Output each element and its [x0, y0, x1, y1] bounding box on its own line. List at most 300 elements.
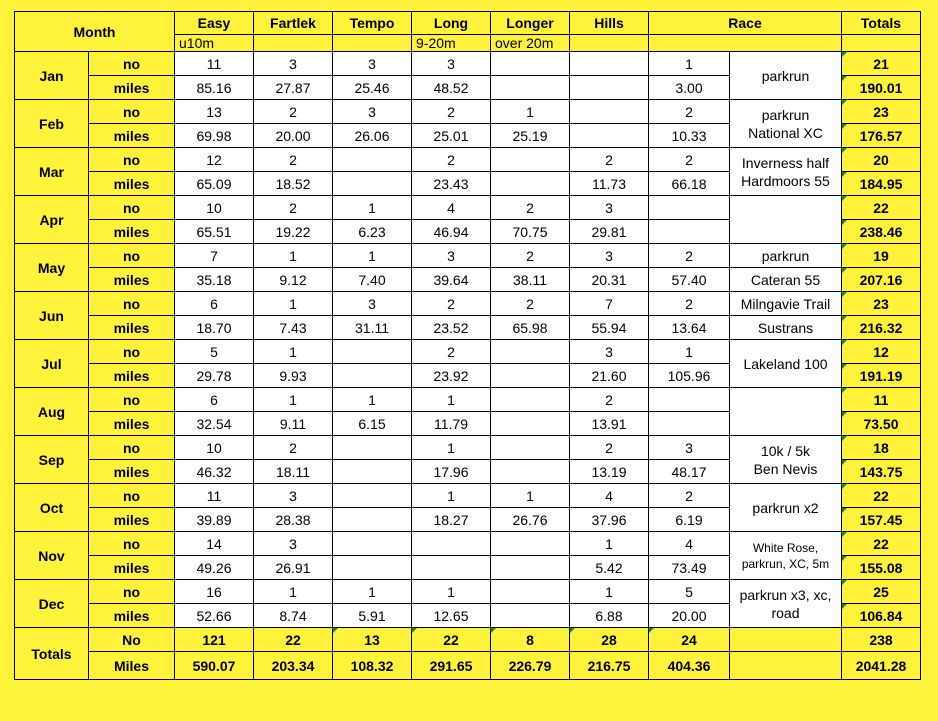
count-cell[interactable]: 11	[175, 52, 254, 76]
miles-cell[interactable]: 9.12	[254, 268, 333, 292]
header-fartlek[interactable]: Fartlek	[254, 12, 333, 35]
row-label-no[interactable]: no	[89, 148, 175, 172]
miles-cell[interactable]	[491, 556, 570, 580]
race-line: National XC	[748, 124, 823, 141]
count-cell[interactable]: 3	[570, 244, 649, 268]
total-count-cell[interactable]: 12	[842, 340, 921, 364]
count-cell[interactable]: 2	[649, 484, 730, 508]
totals-race-empty[interactable]	[730, 652, 842, 680]
header-month[interactable]: Month	[15, 12, 175, 52]
month-label[interactable]: Oct	[15, 484, 89, 532]
row-label-no[interactable]: no	[89, 340, 175, 364]
miles-cell[interactable]: 25.01	[412, 124, 491, 148]
count-cell[interactable]: 4	[412, 196, 491, 220]
miles-cell[interactable]: 26.06	[333, 124, 412, 148]
miles-cell[interactable]: 10.33	[649, 124, 730, 148]
count-cell[interactable]: 3	[649, 436, 730, 460]
miles-cell[interactable]: 6.88	[570, 604, 649, 628]
miles-cell[interactable]: 26.76	[491, 508, 570, 532]
month-no-row	[15, 580, 921, 604]
count-cell[interactable]: 2	[491, 292, 570, 316]
count-cell[interactable]	[333, 436, 412, 460]
miles-cell[interactable]: 70.75	[491, 220, 570, 244]
row-label-no[interactable]: no	[89, 244, 175, 268]
race-cell[interactable]	[730, 532, 842, 580]
miles-cell[interactable]: 6.15	[333, 412, 412, 436]
count-cell[interactable]: 1	[333, 388, 412, 412]
miles-cell[interactable]: 69.98	[175, 124, 254, 148]
total-miles-cell[interactable]: 184.95	[842, 172, 921, 196]
count-cell[interactable]: 2	[412, 148, 491, 172]
race-cell[interactable]: Cateran 55	[730, 268, 842, 292]
count-cell[interactable]: 5	[649, 580, 730, 604]
miles-cell[interactable]: 105.96	[649, 364, 730, 388]
total-count-cell[interactable]: 21	[842, 52, 921, 76]
total-miles-cell[interactable]: 155.08	[842, 556, 921, 580]
miles-cell[interactable]	[570, 76, 649, 100]
race-cell[interactable]	[730, 436, 842, 484]
miles-cell[interactable]: 3.00	[649, 76, 730, 100]
row-label-miles[interactable]: miles	[89, 508, 175, 532]
month-label[interactable]: Sep	[15, 436, 89, 484]
count-cell[interactable]: 14	[175, 532, 254, 556]
race-cell[interactable]	[730, 100, 842, 148]
count-cell[interactable]	[491, 388, 570, 412]
count-cell[interactable]	[491, 340, 570, 364]
count-cell[interactable]: 6	[175, 388, 254, 412]
race-cell[interactable]	[730, 580, 842, 628]
count-cell[interactable]: 2	[570, 436, 649, 460]
count-cell[interactable]: 4	[649, 532, 730, 556]
totals-label[interactable]: Totals	[15, 628, 89, 680]
row-label-miles[interactable]: miles	[89, 460, 175, 484]
count-cell[interactable]	[491, 148, 570, 172]
subheader-cell[interactable]: u10m	[175, 35, 254, 52]
race-cell[interactable]: Milngavie Trail	[730, 292, 842, 316]
totals-count-cell[interactable]: 22	[412, 628, 491, 652]
count-cell[interactable]: 3	[254, 52, 333, 76]
miles-cell[interactable]: 32.54	[175, 412, 254, 436]
row-label-miles[interactable]: miles	[89, 604, 175, 628]
miles-cell[interactable]	[491, 76, 570, 100]
count-cell[interactable]: 1	[570, 580, 649, 604]
total-count-cell[interactable]: 25	[842, 580, 921, 604]
count-cell[interactable]: 2	[491, 196, 570, 220]
total-miles-cell[interactable]: 190.01	[842, 76, 921, 100]
miles-cell[interactable]: 20.00	[254, 124, 333, 148]
race-cell[interactable]	[730, 340, 842, 388]
total-count-cell[interactable]: 22	[842, 196, 921, 220]
miles-cell[interactable]: 25.19	[491, 124, 570, 148]
miles-cell[interactable]: 65.98	[491, 316, 570, 340]
subheader-cell[interactable]: 9-20m	[412, 35, 491, 52]
race-cell[interactable]	[730, 148, 842, 196]
miles-cell[interactable]: 18.70	[175, 316, 254, 340]
race-line: 10k / 5k	[760, 442, 811, 459]
totals-miles-cell[interactable]: 226.79	[491, 652, 570, 680]
row-label-no[interactable]: no	[89, 436, 175, 460]
miles-cell[interactable]	[491, 364, 570, 388]
row-label-miles[interactable]: miles	[89, 220, 175, 244]
row-label-miles[interactable]: miles	[89, 316, 175, 340]
count-cell[interactable]: 2	[412, 100, 491, 124]
count-cell[interactable]: 2	[254, 148, 333, 172]
count-cell[interactable]: 3	[254, 484, 333, 508]
total-miles-cell[interactable]: 207.16	[842, 268, 921, 292]
count-cell[interactable]: 7	[570, 292, 649, 316]
count-cell[interactable]	[491, 52, 570, 76]
count-cell[interactable]	[649, 196, 730, 220]
totals-miles-cell[interactable]: 590.07	[175, 652, 254, 680]
miles-cell[interactable]	[333, 172, 412, 196]
count-cell[interactable]	[333, 484, 412, 508]
count-cell[interactable]: 2	[254, 100, 333, 124]
miles-cell[interactable]: 29.78	[175, 364, 254, 388]
totals-miles-cell[interactable]: 108.32	[333, 652, 412, 680]
count-cell[interactable]: 7	[175, 244, 254, 268]
miles-cell[interactable]: 55.94	[570, 316, 649, 340]
total-miles-cell[interactable]: 73.50	[842, 412, 921, 436]
total-miles-cell[interactable]: 157.45	[842, 508, 921, 532]
count-cell[interactable]: 1	[333, 580, 412, 604]
grand-total-miles[interactable]: 2041.28	[842, 652, 921, 680]
count-cell[interactable]: 1	[649, 340, 730, 364]
miles-cell[interactable]: 6.23	[333, 220, 412, 244]
miles-cell[interactable]: 25.46	[333, 76, 412, 100]
count-cell[interactable]: 3	[333, 52, 412, 76]
race-cell[interactable]: Sustrans	[730, 316, 842, 340]
miles-cell[interactable]: 38.11	[491, 268, 570, 292]
totals-miles-cell[interactable]: 216.75	[570, 652, 649, 680]
count-cell[interactable]: 5	[175, 340, 254, 364]
count-cell[interactable]: 4	[570, 484, 649, 508]
miles-cell[interactable]: 46.94	[412, 220, 491, 244]
count-cell[interactable]: 1	[412, 436, 491, 460]
miles-cell[interactable]: 65.51	[175, 220, 254, 244]
count-cell[interactable]: 2	[254, 436, 333, 460]
count-cell[interactable]: 1	[254, 244, 333, 268]
race-line: Lakeland 100	[743, 355, 828, 372]
count-cell[interactable]: 12	[175, 148, 254, 172]
count-cell[interactable]	[570, 100, 649, 124]
month-label[interactable]: May	[15, 244, 89, 292]
miles-cell[interactable]: 20.00	[649, 604, 730, 628]
row-label-no[interactable]: no	[89, 292, 175, 316]
header-race[interactable]: Race	[649, 12, 842, 35]
month-label[interactable]: Jan	[15, 52, 89, 100]
miles-cell[interactable]: 7.40	[333, 268, 412, 292]
miles-cell[interactable]	[491, 604, 570, 628]
race-line: Hardmoors 55	[741, 172, 830, 189]
count-cell[interactable]: 3	[254, 532, 333, 556]
miles-cell[interactable]: 18.11	[254, 460, 333, 484]
count-cell[interactable]: 1	[254, 340, 333, 364]
total-miles-cell[interactable]: 216.32	[842, 316, 921, 340]
miles-cell[interactable]: 52.66	[175, 604, 254, 628]
totals-miles-cell[interactable]: 291.65	[412, 652, 491, 680]
row-label-miles[interactable]: miles	[89, 124, 175, 148]
subheader-cell[interactable]: over 20m	[491, 35, 570, 52]
miles-cell[interactable]: 7.43	[254, 316, 333, 340]
row-label-no[interactable]: no	[89, 52, 175, 76]
miles-cell[interactable]: 21.60	[570, 364, 649, 388]
count-cell[interactable]: 1	[491, 484, 570, 508]
miles-cell[interactable]: 39.64	[412, 268, 491, 292]
total-count-cell[interactable]: 23	[842, 292, 921, 316]
row-label-miles[interactable]: miles	[89, 364, 175, 388]
row-label-no[interactable]: no	[89, 484, 175, 508]
total-count-cell[interactable]: 19	[842, 244, 921, 268]
count-cell[interactable]: 1	[412, 580, 491, 604]
miles-cell[interactable]: 35.18	[175, 268, 254, 292]
total-count-cell[interactable]: 11	[842, 388, 921, 412]
miles-cell[interactable]: 73.49	[649, 556, 730, 580]
month-label[interactable]: Apr	[15, 196, 89, 244]
miles-cell[interactable]: 26.91	[254, 556, 333, 580]
miles-cell[interactable]: 6.19	[649, 508, 730, 532]
miles-cell[interactable]: 17.96	[412, 460, 491, 484]
count-cell[interactable]: 1	[254, 292, 333, 316]
count-cell[interactable]: 2	[412, 340, 491, 364]
header-hills[interactable]: Hills	[570, 12, 649, 35]
total-miles-cell[interactable]: 191.19	[842, 364, 921, 388]
count-cell[interactable]: 2	[649, 148, 730, 172]
totals-count-cell[interactable]: 121	[175, 628, 254, 652]
grand-total-count[interactable]: 238	[842, 628, 921, 652]
month-miles-row	[15, 316, 921, 340]
race-line: Ben Nevis	[753, 460, 818, 477]
race-cell[interactable]	[730, 388, 842, 436]
miles-cell[interactable]: 37.96	[570, 508, 649, 532]
month-label[interactable]: Mar	[15, 148, 89, 196]
miles-cell[interactable]: 13.64	[649, 316, 730, 340]
miles-cell[interactable]: 27.87	[254, 76, 333, 100]
count-cell[interactable]	[333, 148, 412, 172]
miles-cell[interactable]	[491, 412, 570, 436]
miles-cell[interactable]: 11.73	[570, 172, 649, 196]
count-cell[interactable]	[491, 580, 570, 604]
header-tempo[interactable]: Tempo	[333, 12, 412, 35]
count-cell[interactable]	[333, 340, 412, 364]
subheader-cell[interactable]	[649, 35, 842, 52]
count-cell[interactable]: 2	[570, 148, 649, 172]
miles-cell[interactable]: 31.11	[333, 316, 412, 340]
subheader-cell[interactable]	[842, 35, 921, 52]
miles-cell[interactable]: 39.89	[175, 508, 254, 532]
total-count-cell[interactable]: 18	[842, 436, 921, 460]
miles-cell[interactable]	[491, 172, 570, 196]
total-count-cell[interactable]: 22	[842, 484, 921, 508]
subheader-cell[interactable]	[333, 35, 412, 52]
race-cell[interactable]	[730, 484, 842, 532]
miles-cell[interactable]: 48.17	[649, 460, 730, 484]
count-cell[interactable]: 1	[254, 388, 333, 412]
count-cell[interactable]: 2	[254, 196, 333, 220]
miles-cell[interactable]: 13.19	[570, 460, 649, 484]
total-miles-cell[interactable]: 238.46	[842, 220, 921, 244]
count-cell[interactable]	[491, 436, 570, 460]
count-cell[interactable]: 13	[175, 100, 254, 124]
count-cell[interactable]: 2	[649, 244, 730, 268]
miles-cell[interactable]: 5.91	[333, 604, 412, 628]
subheader-cell[interactable]	[254, 35, 333, 52]
row-label-no[interactable]: no	[89, 196, 175, 220]
month-label[interactable]: Feb	[15, 100, 89, 148]
miles-cell[interactable]: 48.52	[412, 76, 491, 100]
mileage-sheet	[14, 11, 921, 680]
race-cell[interactable]	[730, 196, 842, 244]
miles-cell[interactable]: 66.18	[649, 172, 730, 196]
miles-cell[interactable]: 29.81	[570, 220, 649, 244]
count-cell[interactable]: 6	[175, 292, 254, 316]
race-line: parkrun	[761, 67, 810, 84]
miles-cell[interactable]: 28.38	[254, 508, 333, 532]
miles-cell[interactable]: 12.65	[412, 604, 491, 628]
header-longer[interactable]: Longer	[491, 12, 570, 35]
count-cell[interactable]: 10	[175, 196, 254, 220]
total-count-cell[interactable]: 20	[842, 148, 921, 172]
header-long[interactable]: Long	[412, 12, 491, 35]
miles-cell[interactable]: 65.09	[175, 172, 254, 196]
row-label-no[interactable]: no	[89, 388, 175, 412]
count-cell[interactable]: 1	[570, 532, 649, 556]
totals-miles-row	[15, 652, 921, 680]
month-miles-row	[15, 268, 921, 292]
miles-cell[interactable]: 23.52	[412, 316, 491, 340]
totals-count-cell[interactable]: 13	[333, 628, 412, 652]
count-cell[interactable]: 3	[412, 244, 491, 268]
count-cell[interactable]: 3	[333, 292, 412, 316]
miles-cell[interactable]	[333, 508, 412, 532]
month-no-row	[15, 484, 921, 508]
race-line: road	[771, 604, 800, 621]
row-label-miles[interactable]: miles	[89, 268, 175, 292]
row-label-no[interactable]: no	[89, 580, 175, 604]
totals-count-cell[interactable]: 8	[491, 628, 570, 652]
row-label-miles[interactable]: miles	[89, 412, 175, 436]
row-label-miles[interactable]: miles	[89, 556, 175, 580]
totals-miles-label[interactable]: Miles	[89, 652, 175, 680]
totals-miles-cell[interactable]: 404.36	[649, 652, 730, 680]
month-no-row	[15, 196, 921, 220]
miles-cell[interactable]: 18.27	[412, 508, 491, 532]
miles-cell[interactable]: 46.32	[175, 460, 254, 484]
race-cell[interactable]: parkrun	[730, 244, 842, 268]
miles-cell[interactable]	[491, 460, 570, 484]
miles-cell[interactable]: 20.31	[570, 268, 649, 292]
total-miles-cell[interactable]: 106.84	[842, 604, 921, 628]
row-label-miles[interactable]: miles	[89, 172, 175, 196]
miles-cell[interactable]	[333, 556, 412, 580]
count-cell[interactable]: 3	[570, 340, 649, 364]
count-cell[interactable]	[333, 532, 412, 556]
miles-cell[interactable]: 57.40	[649, 268, 730, 292]
count-cell[interactable]: 2	[491, 244, 570, 268]
header-easy[interactable]: Easy	[175, 12, 254, 35]
miles-cell[interactable]: 23.43	[412, 172, 491, 196]
count-cell[interactable]: 3	[333, 100, 412, 124]
total-miles-cell[interactable]: 143.75	[842, 460, 921, 484]
count-cell[interactable]: 1	[491, 100, 570, 124]
count-cell[interactable]	[570, 52, 649, 76]
totals-no-label[interactable]: No	[89, 628, 175, 652]
count-cell[interactable]: 2	[570, 388, 649, 412]
month-no-row	[15, 436, 921, 460]
total-count-cell[interactable]: 22	[842, 532, 921, 556]
count-cell[interactable]	[649, 388, 730, 412]
totals-race-empty[interactable]	[730, 628, 842, 652]
miles-cell[interactable]: 19.22	[254, 220, 333, 244]
count-cell[interactable]: 2	[649, 100, 730, 124]
subheader-cell[interactable]	[570, 35, 649, 52]
total-miles-cell[interactable]: 176.57	[842, 124, 921, 148]
header-totals[interactable]: Totals	[842, 12, 921, 35]
month-label[interactable]: Nov	[15, 532, 89, 580]
count-cell[interactable]: 1	[333, 244, 412, 268]
row-label-no[interactable]: no	[89, 532, 175, 556]
count-cell[interactable]: 3	[570, 196, 649, 220]
month-label[interactable]: Jun	[15, 292, 89, 340]
month-label[interactable]: Aug	[15, 388, 89, 436]
totals-miles-cell[interactable]: 203.34	[254, 652, 333, 680]
month-no-row	[15, 100, 921, 124]
count-cell[interactable]: 3	[412, 52, 491, 76]
miles-cell[interactable]: 9.11	[254, 412, 333, 436]
miles-cell[interactable]: 8.74	[254, 604, 333, 628]
row-label-no[interactable]: no	[89, 100, 175, 124]
miles-cell[interactable]: 13.91	[570, 412, 649, 436]
miles-cell[interactable]	[649, 412, 730, 436]
race-line: parkrun, XC, 5m	[741, 556, 830, 571]
totals-count-cell[interactable]: 24	[649, 628, 730, 652]
count-cell[interactable]: 1	[649, 52, 730, 76]
count-cell[interactable]: 1	[412, 484, 491, 508]
count-cell[interactable]: 10	[175, 436, 254, 460]
miles-cell[interactable]	[649, 220, 730, 244]
count-cell[interactable]: 11	[175, 484, 254, 508]
month-no-row	[15, 532, 921, 556]
count-cell[interactable]: 1	[333, 196, 412, 220]
count-cell[interactable]	[412, 532, 491, 556]
count-cell[interactable]: 1	[412, 388, 491, 412]
totals-count-cell[interactable]: 28	[570, 628, 649, 652]
count-cell[interactable]: 16	[175, 580, 254, 604]
miles-cell[interactable]	[333, 364, 412, 388]
miles-cell[interactable]: 9.93	[254, 364, 333, 388]
count-cell[interactable]: 2	[412, 292, 491, 316]
total-count-cell[interactable]: 23	[842, 100, 921, 124]
miles-cell[interactable]: 23.92	[412, 364, 491, 388]
month-label[interactable]: Dec	[15, 580, 89, 628]
row-label-miles[interactable]: miles	[89, 76, 175, 100]
totals-count-cell[interactable]: 22	[254, 628, 333, 652]
totals-no-row	[15, 628, 921, 652]
count-cell[interactable]: 1	[254, 580, 333, 604]
miles-cell[interactable]: 5.42	[570, 556, 649, 580]
count-cell[interactable]	[491, 532, 570, 556]
miles-cell[interactable]: 49.26	[175, 556, 254, 580]
miles-cell[interactable]: 18.52	[254, 172, 333, 196]
miles-cell[interactable]	[333, 460, 412, 484]
miles-cell[interactable]	[412, 556, 491, 580]
month-no-row	[15, 244, 921, 268]
month-label[interactable]: Jul	[15, 340, 89, 388]
miles-cell[interactable]: 85.16	[175, 76, 254, 100]
race-cell[interactable]	[730, 52, 842, 100]
count-cell[interactable]: 2	[649, 292, 730, 316]
miles-cell[interactable]	[570, 124, 649, 148]
miles-cell[interactable]: 11.79	[412, 412, 491, 436]
